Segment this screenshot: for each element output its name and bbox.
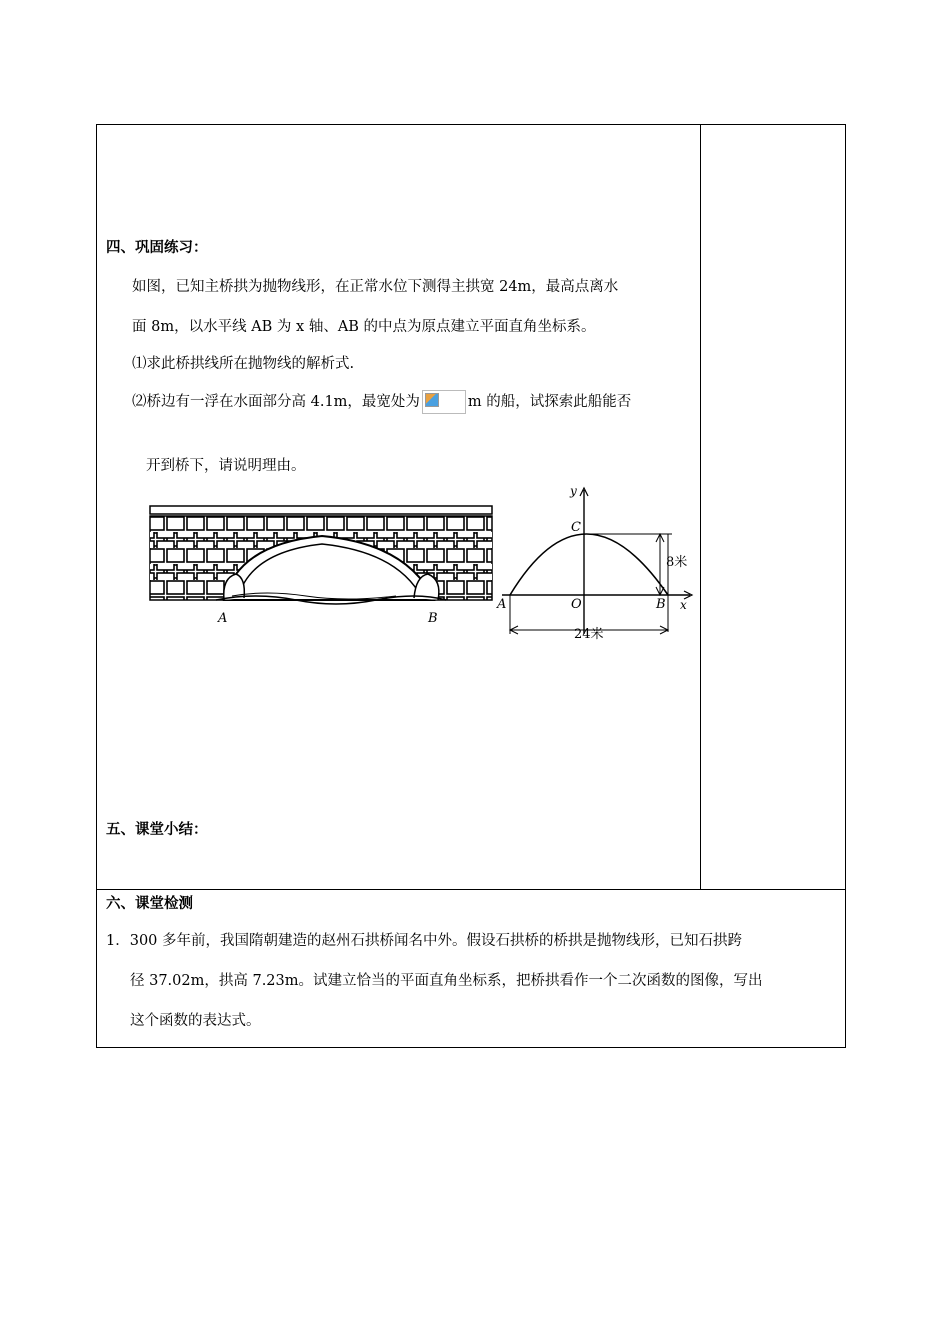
bridge-label-a: A bbox=[218, 611, 228, 626]
question-2-line1 bbox=[132, 390, 631, 414]
label-o: O bbox=[571, 597, 582, 612]
column-divider bbox=[700, 125, 701, 889]
parabola-diagram bbox=[494, 484, 698, 644]
label-a: A bbox=[497, 597, 507, 612]
question-2-before: ⑵桥边有一浮在水面部分高 4.1m，最宽处为 bbox=[132, 394, 420, 410]
section4-paragraph-line2: 面 8m，以水平线 AB 为 x 轴、AB 的中点为原点建立平面直角坐标系。 bbox=[132, 319, 596, 335]
broken-image-icon bbox=[422, 390, 466, 414]
bridge-illustration bbox=[146, 500, 498, 630]
question-2-line2: 开到桥下，请说明理由。 bbox=[146, 458, 306, 474]
label-width: 24米 bbox=[574, 627, 604, 642]
label-c: C bbox=[571, 520, 581, 535]
question-1: ⑴求此桥拱线所在抛物线的解析式. bbox=[132, 356, 355, 372]
label-x-axis: x bbox=[680, 598, 687, 612]
section4-paragraph-line1: 如图，已知主桥拱为抛物线形，在正常水位下测得主拱宽 24m，最高点离水 bbox=[132, 279, 619, 295]
bridge-label-b: B bbox=[428, 611, 438, 626]
section5-heading: 五、课堂小结： bbox=[106, 822, 208, 838]
label-height: 8米 bbox=[666, 555, 688, 570]
section6-item1-line2: 径 37.02m，拱高 7.23m。试建立恰当的平面直角坐标系，把桥拱看作一个二次函数的图像，写出 bbox=[130, 973, 763, 989]
section6-item1-line1: 1．300 多年前，我国隋朝建造的赵州石拱桥闻名中外。假设石拱桥的桥拱是抛物线形，已知石拱跨 bbox=[106, 933, 743, 949]
question-2-after: m 的船，试探索此船能否 bbox=[467, 394, 632, 410]
section4-heading: 四、巩固练习： bbox=[106, 240, 208, 256]
section6-heading: 六、课堂检测 bbox=[106, 896, 193, 912]
row-divider bbox=[97, 889, 845, 890]
label-b: B bbox=[656, 597, 666, 612]
label-y-axis: y bbox=[570, 484, 577, 498]
section6-item1-line3: 这个函数的表达式。 bbox=[130, 1013, 261, 1029]
